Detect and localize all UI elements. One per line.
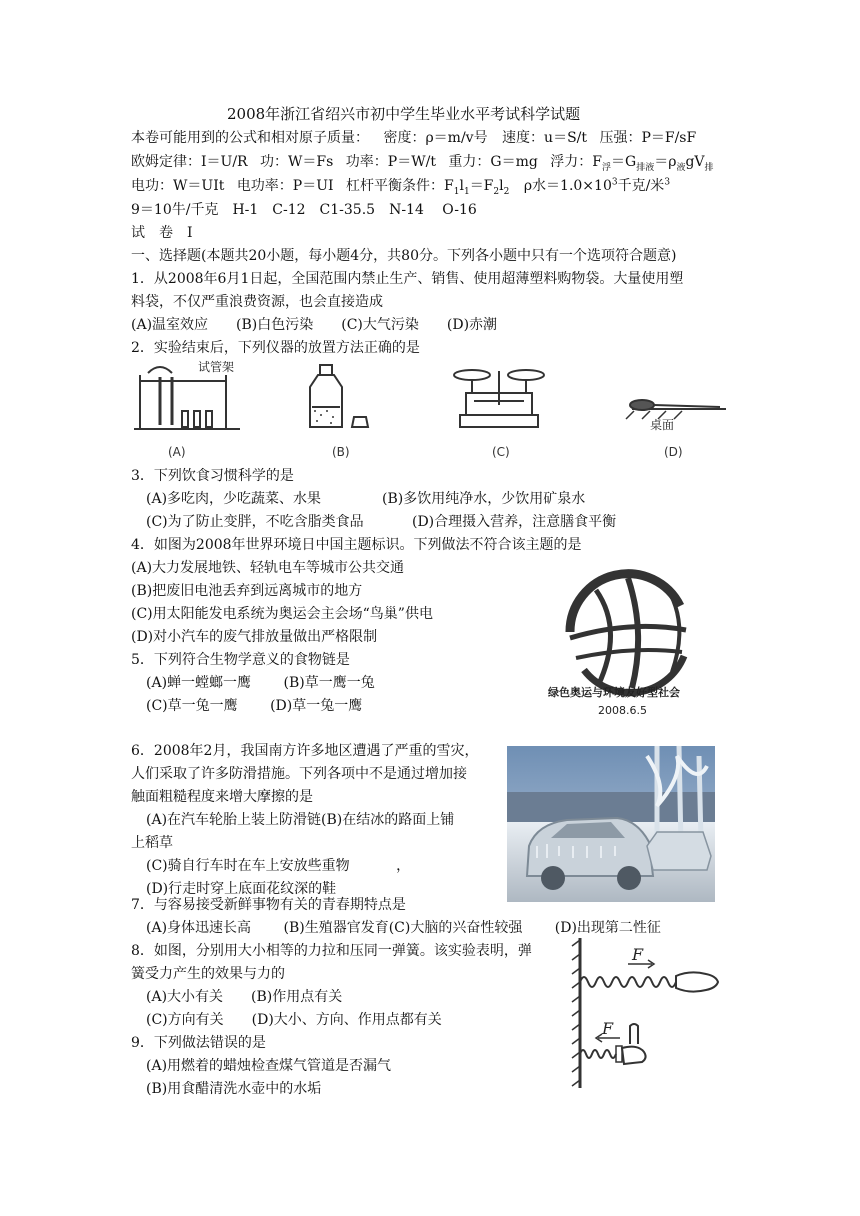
water-density-part: 千克/米 (617, 178, 665, 194)
q7-stem: 7．与容易接受新鲜事物有关的青春期特点是 (131, 897, 406, 913)
figure-label-a: (A) (168, 445, 186, 459)
logo-date: 2008.6.5 (598, 704, 647, 717)
q8-options-row-2: (C)方向有关 (D)大小、方向、作用点都有关 (146, 1012, 442, 1028)
lever-sub: 2 (503, 186, 510, 197)
buoyancy-sub: 浮 (602, 162, 612, 173)
q4-option-d: (D)对小汽车的废气排放量做出严格限制 (131, 629, 378, 645)
lever-part: l (499, 178, 504, 194)
ohm-formula: 欧姆定律：I＝U/R (131, 154, 248, 170)
formula-line-4: 9＝10牛/千克 H-1 C-12 C1-35.5 N-14 O-16 (131, 202, 477, 218)
part1-heading: 一、选择题(本题共20小题，每小题4分，共80分。下列各小题中只有一个选项符合题意) (131, 248, 677, 264)
table-label: 桌面 (650, 418, 675, 432)
water-density (524, 178, 670, 194)
page-title: 2008年浙江省绍兴市初中学生毕业水平考试科学试题 (227, 105, 581, 123)
q6-option-d: (D)行走时穿上底面花纹深的鞋 (146, 881, 337, 897)
electric-power-formula: 电功率：P＝UI (236, 178, 334, 194)
section-label: 试 卷 Ⅰ (131, 225, 193, 241)
q6-option-c: (C)骑自行车时在车上安放些重物 ， (146, 858, 411, 874)
lever-formula (346, 178, 510, 197)
pressure-formula: 压强：P＝F/sF (599, 130, 697, 146)
electric-work-formula: 电功：W＝UIt (131, 178, 225, 194)
figure-label-c: (C) (492, 445, 510, 459)
q3-option-d: (D)合理摄入营养，注意膳食平衡 (412, 514, 617, 530)
q7-options: (A)身体迅速长高 (B)生殖器官发育(C)大脑的兴奋性较强 (D)出现第二性征 (146, 920, 661, 936)
formula-line-1 (131, 128, 696, 148)
q5-options-row-2: (C)草一兔一鹰 (D)草一兔一鹰 (146, 698, 363, 714)
buoyancy-sub: 排液 (636, 162, 655, 173)
q2-illustrations (126, 353, 736, 463)
lever-sub: 1 (463, 186, 470, 197)
formula-intro: 本卷可能用到的公式和相对原子质量： (131, 130, 369, 146)
q3-stem: 3．下列饮食习惯科学的是 (131, 468, 294, 484)
q3-option-a: (A)多吃肉，少吃蔬菜、水果 (146, 491, 322, 507)
gravity-formula: 重力：G＝mg (448, 154, 538, 170)
water-density-sup: 3 (664, 177, 671, 188)
q6-option-b-cont: 上稻草 (131, 835, 173, 851)
buoyancy-sub: 排 (704, 162, 714, 173)
figure-label-b: (B) (332, 445, 350, 459)
dropper-icon (626, 400, 726, 419)
logo-caption: 绿色奥运与环境友好型社会 (548, 686, 680, 699)
buoyancy-formula (550, 154, 714, 173)
q6-stem-1: 6．2008年2月，我国南方许多地区遭遇了严重的雪灾， (131, 743, 479, 759)
q5-stem: 5．下列符合生物学意义的食物链是 (131, 652, 350, 668)
q3-option-c: (C)为了防止变胖，不吃含脂类食品 (146, 514, 364, 530)
q3-option-b: (B)多饮用纯净水，少饮用矿泉水 (382, 491, 586, 507)
q1-stem-2: 料袋，不仅严重浪费资源，也会直接造成 (131, 294, 383, 310)
test-tube-rack-icon (134, 367, 240, 429)
buoyancy-part: 浮力：F (550, 154, 602, 170)
density-formula: 密度：ρ＝m/v号 (383, 130, 488, 146)
buoyancy-part: gV (685, 154, 705, 170)
water-density-part: ρ水＝1.0×10 (523, 178, 612, 194)
q5-options-row-1: (A)蝉一螳螂一鹰 (B)草一鹰一兔 (146, 675, 375, 691)
formula-line-2 (131, 152, 714, 172)
q6-options-ab: (A)在汽车轮胎上装上防滑链(B)在结冰的路面上铺 (146, 812, 455, 828)
environment-logo (540, 560, 710, 720)
q1-stem-1: 1．从2008年6月1日起，全国范围内禁止生产、销售、使用超薄塑料购物袋。大量使用塑 (131, 271, 684, 287)
force-label-bottom: F (602, 1019, 614, 1038)
reagent-bottle-icon (310, 365, 368, 427)
q9-stem: 9．下列做法错误的是 (131, 1035, 266, 1051)
spring-figure (566, 936, 736, 1090)
spring-force-diagram (566, 936, 736, 1090)
lever-part: 杠杆平衡条件：F (346, 178, 454, 194)
q6-stem-3: 触面粗糙程度来增大摩擦的是 (131, 789, 313, 805)
lever-sub: 1 (453, 186, 460, 197)
buoyancy-part: ＝G (611, 154, 637, 170)
power-formula: 功率：P＝W/t (345, 154, 436, 170)
lever-part: l (459, 178, 464, 194)
water-density-sup: 3 (611, 177, 618, 188)
work-formula: 功：W＝Fs (260, 154, 334, 170)
force-label-top: F (632, 945, 644, 964)
rack-label: 试管架 (198, 360, 235, 374)
icy-car-photo (507, 746, 715, 902)
frozen-car-image (507, 746, 715, 902)
formula-line-3 (131, 176, 670, 196)
q8-options-row-1: (A)大小有关 (B)作用点有关 (146, 989, 343, 1005)
lever-sub: 2 (493, 186, 500, 197)
q8-stem-2: 簧受力产生的效果与力的 (131, 966, 285, 982)
buoyancy-sub: 液 (676, 162, 686, 173)
lever-part: ＝F (469, 178, 494, 194)
speed-formula: 速度：u＝S/t (502, 130, 587, 146)
q6-stem-2: 人们采取了许多防滑措施。下列各项中不是通过增加接 (131, 766, 467, 782)
q9-option-b: (B)用食醋清洗水壶中的水垢 (146, 1081, 322, 1097)
q2-stem: 2．实验结束后，下列仪器的放置方法正确的是 (131, 340, 420, 356)
balance-scale-icon (454, 370, 544, 427)
figure-label-d: (D) (664, 445, 683, 459)
q4-stem: 4．如图为2008年世界环境日中国主题标识。下列做法不符合该主题的是 (131, 537, 582, 553)
q9-option-a: (A)用燃着的蜡烛检查煤气管道是否漏气 (146, 1058, 392, 1074)
buoyancy-part: ＝ρ (654, 154, 677, 170)
q1-options: (A)温室效应 (B)白色污染 (C)大气污染 (D)赤潮 (131, 317, 498, 333)
q8-stem-1: 8．如图，分别用大小相等的力拉和压同一弹簧。该实验表明，弹 (131, 943, 532, 959)
q4-option-c: (C)用太阳能发电系统为奥运会主会场“鸟巢”供电 (131, 606, 433, 622)
globe-logo-icon (540, 560, 710, 720)
q2-figure (126, 353, 736, 463)
q4-option-a: (A)大力发展地铁、轻轨电车等城市公共交通 (131, 560, 405, 576)
q4-option-b: (B)把废旧电池丢弃到远离城市的地方 (131, 583, 363, 599)
